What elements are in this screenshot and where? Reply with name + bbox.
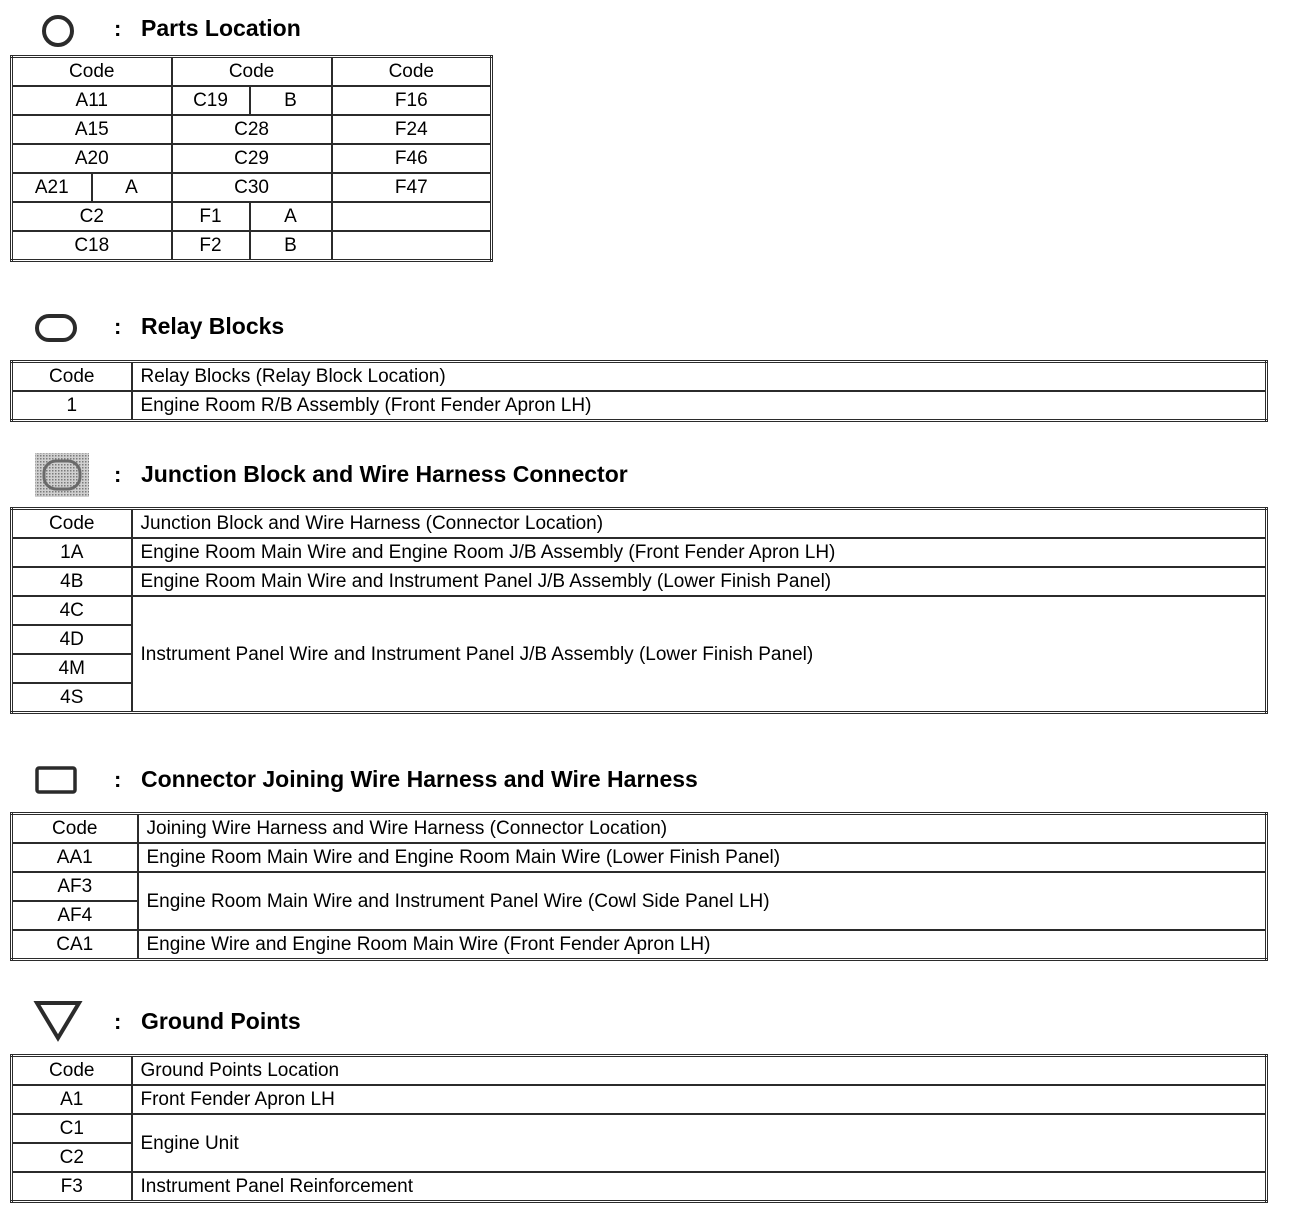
location-cell: Engine Room Main Wire and Engine Room Main Wire (Lower Finish Panel) [138, 843, 1267, 872]
sub-code-cell: A [92, 173, 172, 202]
ground-points-table [10, 1054, 1268, 1203]
table-row [12, 391, 1267, 421]
table-row [12, 144, 492, 173]
code-cell: A1 [12, 1085, 132, 1114]
code-cell: AF4 [12, 901, 138, 930]
table-row [12, 1085, 1267, 1114]
code-cell: F3 [12, 1172, 132, 1202]
code-cell: F24 [332, 115, 492, 144]
table-row [12, 231, 492, 261]
code-cell: C18 [12, 231, 172, 261]
table-row [12, 567, 1267, 596]
code-cell: 4S [12, 683, 132, 713]
table-row [12, 843, 1267, 872]
table-header-row [12, 362, 1267, 392]
column-header: Code [172, 57, 332, 87]
code-cell: C30 [172, 173, 332, 202]
parts-location-table [10, 55, 493, 262]
code-cell: C28 [172, 115, 332, 144]
junction-block-table [10, 507, 1268, 714]
code-cell: C29 [172, 144, 332, 173]
table-row [12, 596, 1267, 625]
table-header-row [12, 57, 492, 87]
code-cell: CA1 [12, 930, 138, 960]
ground-points-colon: : [114, 1009, 122, 1034]
column-header: Relay Blocks (Relay Block Location) [132, 362, 1267, 392]
code-cell: A20 [12, 144, 172, 173]
relay-blocks-colon: : [114, 314, 122, 339]
junction-block-colon: : [114, 462, 122, 487]
column-header: Code [12, 1056, 132, 1086]
column-header: Code [12, 814, 138, 844]
code-cell: C2 [12, 1143, 132, 1172]
code-cell: F46 [332, 144, 492, 173]
code-cell: 1 [12, 391, 132, 421]
connector-joining-table [10, 812, 1268, 961]
table-header-row [12, 1056, 1267, 1086]
column-header: Code [12, 509, 132, 539]
circle-icon [40, 13, 76, 49]
code-cell: F2 [172, 231, 250, 261]
rectangle-icon [34, 764, 78, 796]
rounded-rectangle-icon [34, 312, 78, 344]
table-row [12, 115, 492, 144]
column-header: Code [12, 362, 132, 392]
column-header: Code [12, 57, 172, 87]
code-cell: 4M [12, 654, 132, 683]
location-cell: Engine Wire and Engine Room Main Wire (Front Fender Apron LH) [138, 930, 1267, 960]
table-row [12, 86, 492, 115]
code-cell: A21 [12, 173, 92, 202]
shaded-rounded-rectangle-icon [34, 452, 90, 498]
junction-block-title: Junction Block and Wire Harness Connector [141, 461, 628, 487]
code-cell: F1 [172, 202, 250, 231]
table-row [12, 1172, 1267, 1202]
relay-blocks-title: Relay Blocks [141, 313, 285, 339]
column-header: Junction Block and Wire Harness (Connector Location) [132, 509, 1267, 539]
code-cell: 4C [12, 596, 132, 625]
location-cell: Engine Room R/B Assembly (Front Fender Apron LH) [132, 391, 1267, 421]
code-cell: 4B [12, 567, 132, 596]
table-row [12, 173, 492, 202]
code-cell: F16 [332, 86, 492, 115]
empty-cell [332, 231, 492, 261]
location-cell: Instrument Panel Wire and Instrument Panel J/B Assembly (Lower Finish Panel) [132, 596, 1267, 713]
location-cell: Instrument Panel Reinforcement [132, 1172, 1267, 1202]
code-cell: C1 [12, 1114, 132, 1143]
down-triangle-icon [33, 998, 83, 1042]
table-row [12, 930, 1267, 960]
empty-cell [332, 202, 492, 231]
code-cell: A11 [12, 86, 172, 115]
sub-code-cell: A [250, 202, 332, 231]
connector-joining-title: Connector Joining Wire Harness and Wire Harness [141, 766, 698, 792]
table-header-row [12, 814, 1267, 844]
location-cell: Engine Room Main Wire and Engine Room J/B Assembly (Front Fender Apron LH) [132, 538, 1267, 567]
column-header: Code [332, 57, 492, 87]
sub-code-cell: B [250, 231, 332, 261]
parts-location-title: Parts Location [141, 15, 301, 41]
table-header-row [12, 509, 1267, 539]
table-row [12, 202, 492, 231]
location-cell: Front Fender Apron LH [132, 1085, 1267, 1114]
table-row [12, 538, 1267, 567]
location-cell: Engine Unit [132, 1114, 1267, 1172]
location-cell: Engine Room Main Wire and Instrument Panel J/B Assembly (Lower Finish Panel) [132, 567, 1267, 596]
code-cell: C2 [12, 202, 172, 231]
parts-location-colon: : [114, 16, 122, 41]
code-cell: 1A [12, 538, 132, 567]
table-row [12, 1114, 1267, 1143]
column-header: Joining Wire Harness and Wire Harness (Connector Location) [138, 814, 1267, 844]
code-cell: AA1 [12, 843, 138, 872]
code-cell: AF3 [12, 872, 138, 901]
connector-joining-colon: : [114, 767, 122, 792]
ground-points-title: Ground Points [141, 1008, 301, 1034]
code-cell: C19 [172, 86, 250, 115]
code-cell: F47 [332, 173, 492, 202]
table-row [12, 872, 1267, 901]
sub-code-cell: B [250, 86, 332, 115]
column-header: Ground Points Location [132, 1056, 1267, 1086]
relay-blocks-table [10, 360, 1268, 422]
code-cell: A15 [12, 115, 172, 144]
location-cell: Engine Room Main Wire and Instrument Panel Wire (Cowl Side Panel LH) [138, 872, 1267, 930]
code-cell: 4D [12, 625, 132, 654]
